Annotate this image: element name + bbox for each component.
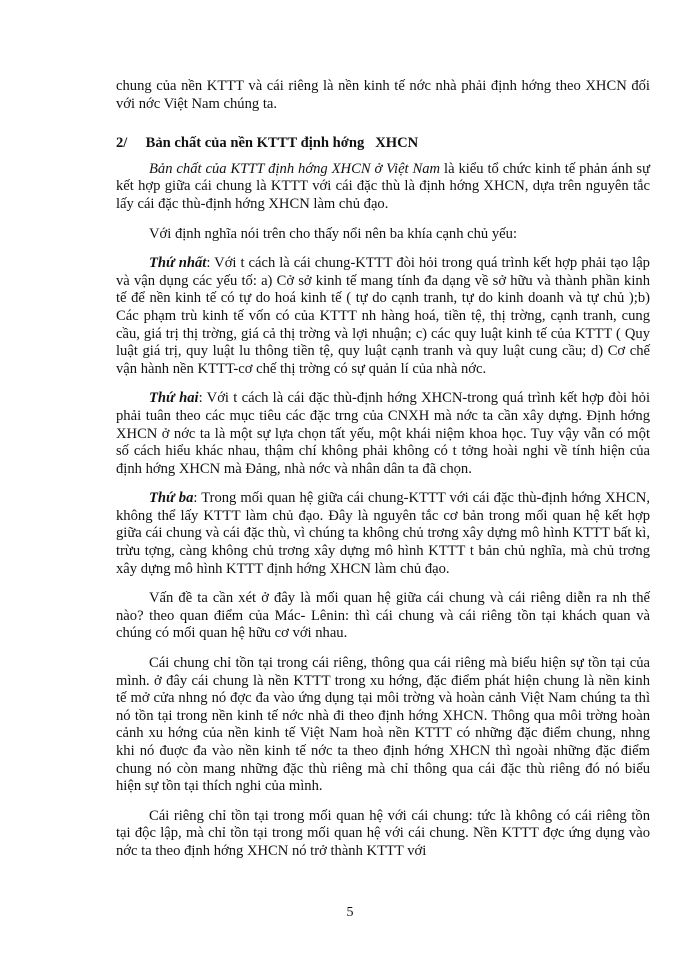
paragraph-general: Cái chung chỉ tồn tại trong cái riêng, thông qua cái riêng mà biểu hiện sự tồn tại của mình. ở đây cái chung là nền KTTT trong xu hớng, đặc điểm phát hiện chung là nền kinh tế mở cửa nhng nó đợc đa vào ứng dụng tại môi trờng và hoàn cảnh Việt Nam chúng ta thì nó tồn tại trong nền kinh tế nớc nhà đi theo định hớng XHCN. Thông qua môi trờng hoàn cảnh xu hớng của nền kinh tế Việt Nam hoà nền KTTT có những đặc điểm chung, nhng khi nó đuợc đa vào nền kinh tế nớc ta theo định hớng XHCN thì ngoài những đặc điểm chung nó còn mang những đặc thù riêng mà chỉ thông qua cái đặc thù riêng đó nó biểu hiện sự tồn tại thích nghi của mình.	[116, 655, 650, 795]
second-aspect-label: Thứ hai	[149, 390, 199, 407]
third-aspect-text: : Trong mối quan hệ giữa cái chung-KTTT với cái đặc thù-định hớng XHCN, không thể lấy KTTT làm chủ đạo. Đây là nguyên tắc cơ bản trong mối quan hệ kết hợp giữa cái chung và cái đặc thù, vì chúng ta không chủ trơng xây dựng mô hình KTTT bất kì, trừu tợng, càng không chủ trơng xây dựng mô hình KTTT t bản chủ nghĩa, mà chủ trơng xây dựng mô hình KTTT định hớng XHCN làm chủ đạo.	[116, 490, 650, 577]
second-aspect-text: : Với t cách là cái đặc thù-định hớng XHCN-trong quá trình kết hợp đòi hỏi phải tuân theo các mục tiêu các đặc trng của CNXH mà nớc ta cần xây dựng. Định hớng XHCN ở nớc ta là một sự lựa chọn tất yếu, một khái niệm khoa học. Tuy vậy vẫn có một số cách hiểu khác nhau, thậm chí không phải không có t tởng hoài nghi về tính hiện của định hớng XHCN mà Đảng, nhà nớc và nhân dân ta đã chọn.	[116, 390, 651, 477]
paragraph-continuation: chung của nền KTTT và cái riêng là nền kinh tế nớc nhà phải định hớng theo XHCN đối với nớc Việt Nam chúng ta.	[116, 78, 650, 112]
paragraph-particular: Cái riêng chỉ tồn tại trong mối quan hệ với cái chung: tức là không có cái riêng tồn tại độc lập, mà chỉ tồn tại trong mối quan hệ với cái chung. Nền KTTT đợc ứng dụng vào nớc ta theo định hớng XHCN nó trở thành KTTT với	[116, 807, 650, 859]
first-aspect-label: Thứ nhất	[149, 255, 207, 272]
definition-term: Bản chất của KTTT định hớng XHCN ở Việt Nam	[149, 160, 441, 177]
paragraph-third-aspect	[116, 490, 650, 578]
paragraph-relationship: Vấn đề ta cần xét ở đây là mối quan hệ giữa cái chung và cái riêng diễn ra nh thế nào? theo quan điểm của Mác- Lênin: thì cái chung và cái riêng tồn tại khách quan và chúng có mối quan hệ hữu cơ với nhau.	[116, 590, 650, 642]
third-aspect-label: Thứ ba	[149, 490, 194, 507]
document-body	[116, 78, 650, 873]
paragraph-intro: Với định nghĩa nói trên cho thấy nổi nên ba khía cạnh chủ yếu:	[149, 225, 518, 242]
first-aspect-text: : Với t cách là cái chung-KTTT đòi hỏi trong quá trình kết hợp phải tạo lập và vận dụng các yếu tố: a) Cở sở kinh tế mang tính đa dạng về sở hữu và thành phần kinh tế để nền kinh tế có tự do hoá kinh tế ( tự do cạnh tranh, tự do kinh doanh và tự chủ );b) Các phạm trù kinh tế vốn có của KTTT nh hàng hoá, tiền tệ, thị trờng, cạnh tranh, cung cầu, giá trị thị trờng, giá cả thị trờng và lợi nhuận; c) các quy luật kinh tế của KTTT ( Quy luật giá trị, quy luật lu thông tiền tệ, quy luật cạnh tranh và quy luật cung cầu; d) Cơ chế vận hành nền KTTT-cơ chế thị trờng có sự quản lí của nhà nớc.	[116, 255, 650, 377]
paragraph-definition	[116, 161, 650, 214]
paragraph-second-aspect	[116, 390, 650, 478]
definition-text: là kiểu tổ chức kinh tế phản ánh sự kết hợp giữa cái chung là KTTT với cái đặc thù là định hớng XHCN, dựa trên nguyên tắc lấy cái đặc thù-định hớng XHCN làm chủ đạo.	[116, 160, 651, 212]
page-number: 5	[346, 905, 354, 920]
section-heading: 2/ Bản chất của nền KTTT định hớng XHCN	[116, 135, 419, 152]
paragraph-first-aspect	[116, 255, 650, 378]
